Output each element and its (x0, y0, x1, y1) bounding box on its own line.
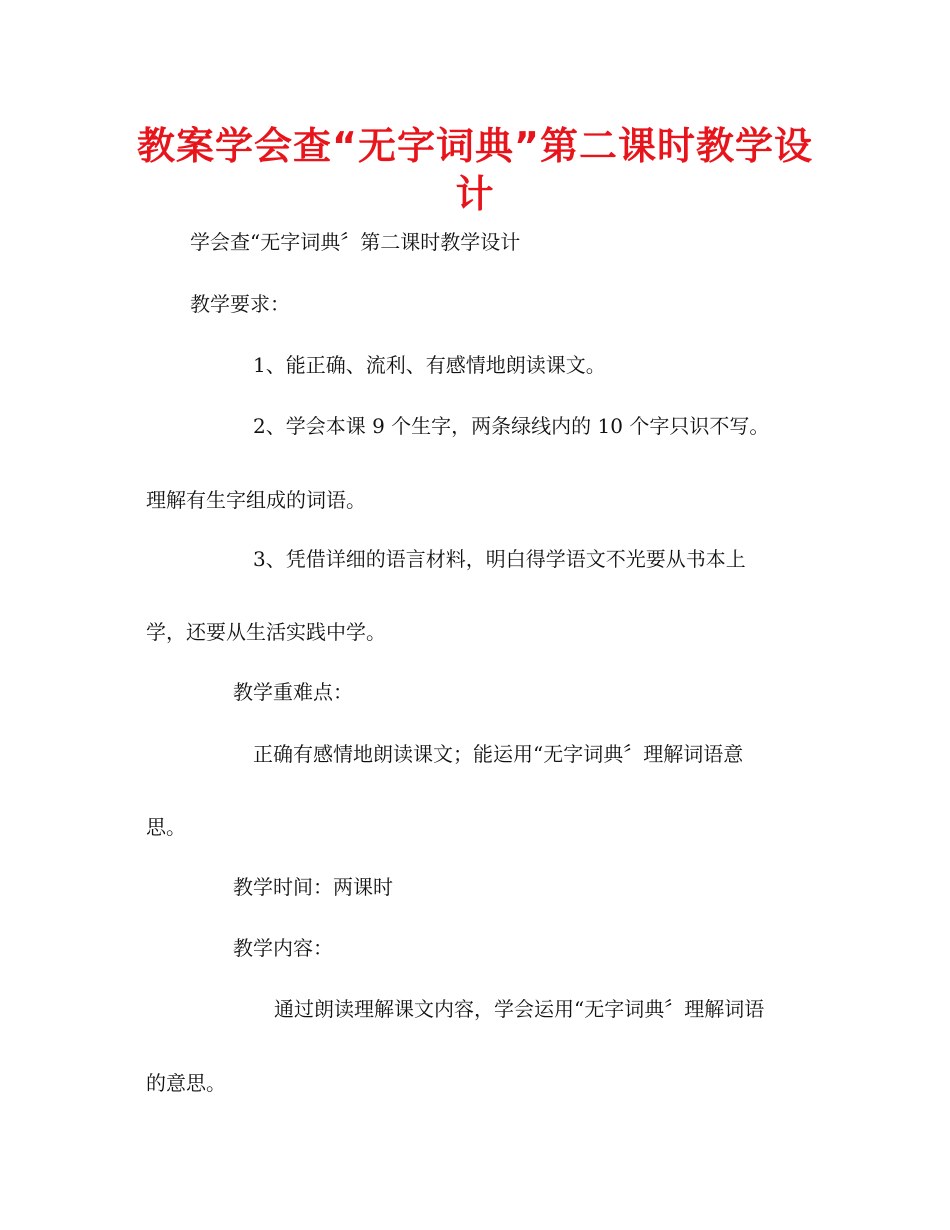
section-heading-content: 教学内容： (233, 936, 333, 960)
key-points-text: 正确有感情地朗读课文；能运用“无字词典〞理解词语意 (253, 742, 744, 766)
document-title-line-2: 计 (455, 172, 495, 216)
content-text: 通过朗读理解课文内容，学会运用“无字词典〞理解词语 (274, 997, 765, 1021)
document-title-line-1: 教案学会查“无字词典”第二课时教学设 (137, 124, 813, 168)
section-heading-key-points: 教学重难点： (233, 680, 353, 704)
requirement-item-1: 1、能正确、流利、有感情地朗读课文。 (253, 353, 606, 377)
requirement-item-2: 2、学会本课 9 个生字，两条绿线内的 10 个字只识不写。 (253, 414, 770, 438)
requirement-item-2-continued: 理解有生字组成的词语。 (146, 488, 366, 512)
requirement-item-3: 3、凭借详细的语言材料，明白得学语文不光要从书本上 (253, 547, 746, 571)
subtitle-line: 学会查“无字词典〞第二课时教学设计 (190, 230, 521, 254)
section-heading-requirements: 教学要求： (190, 292, 290, 316)
key-points-text-continued: 思。 (146, 815, 186, 839)
requirement-item-3-continued: 学，还要从生活实践中学。 (146, 620, 386, 644)
section-teaching-time: 教学时间：两课时 (233, 875, 393, 899)
content-text-continued: 的意思。 (146, 1071, 226, 1095)
